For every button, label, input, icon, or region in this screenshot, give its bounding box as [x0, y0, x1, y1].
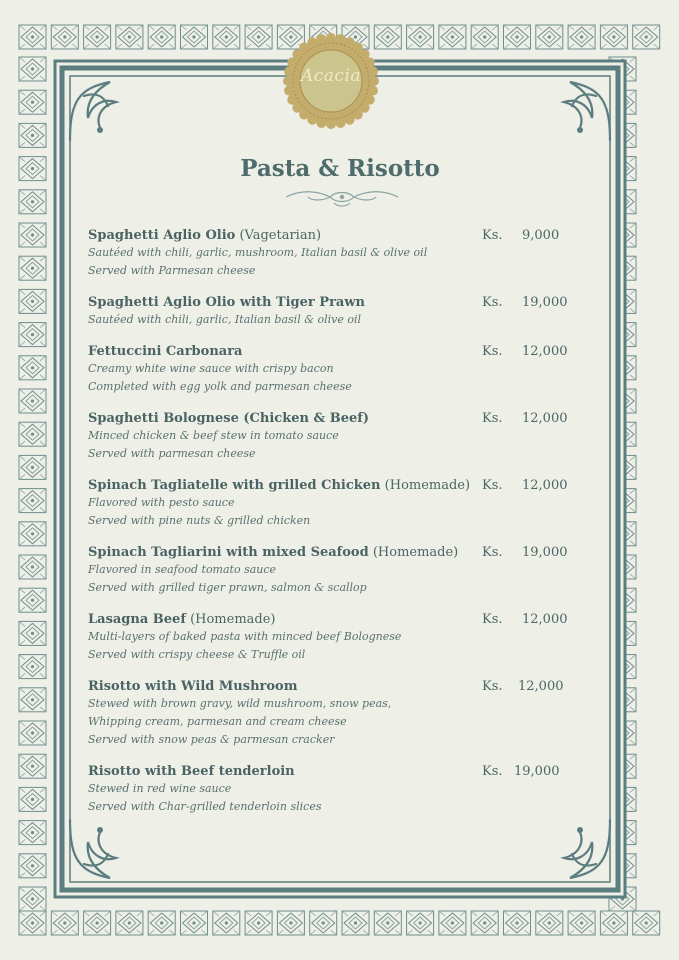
border-tile: [633, 911, 660, 935]
item-note: (Homemade): [372, 545, 459, 560]
item-price: 12,000: [522, 344, 568, 359]
item-description: Multi-layers of baked pasta with minced beef Bolognese: [88, 630, 402, 643]
item-description: Whipping cream, parmesan and cream cheese: [88, 715, 347, 728]
border-tile: [504, 911, 531, 935]
border-tile: [84, 25, 111, 49]
border-tile: [181, 911, 208, 935]
item-price: 12,000: [522, 411, 568, 426]
border-tile: [19, 489, 46, 513]
border-tile: [19, 422, 46, 446]
item-description: Completed with egg yolk and parmesan cheese: [88, 380, 352, 393]
border-tile: [19, 821, 46, 845]
border-tile: [19, 157, 46, 181]
menu-item-fettuccini-carbonara: [88, 343, 588, 396]
currency-label: Ks.: [482, 612, 503, 627]
border-tile: [536, 911, 563, 935]
currency-label: Ks.: [482, 228, 503, 243]
border-tile: [568, 911, 595, 935]
border-tile: [19, 911, 46, 935]
currency-label: Ks.: [482, 478, 503, 493]
currency-label: Ks.: [482, 344, 503, 359]
menu-item-spaghetti-bolognese: [88, 410, 588, 463]
border-tile: [19, 57, 46, 81]
border-tile: [19, 787, 46, 811]
border-tile: [213, 25, 240, 49]
item-name: Spaghetti Bolognese (Chicken & Beef): [88, 411, 369, 426]
item-description: Sautéed with chili, garlic, mushroom, Italian basil & olive oil: [88, 246, 428, 259]
border-tile: [536, 25, 563, 49]
item-note: (Homemade): [384, 478, 471, 493]
border-tile: [504, 25, 531, 49]
border-tile: [19, 588, 46, 612]
border-tile: [439, 911, 466, 935]
menu-item-spinach-tagliatelle-chicken: [88, 477, 588, 530]
border-tile: [568, 25, 595, 49]
border-tile: [213, 911, 240, 935]
item-description: Flavored with pesto sauce: [88, 496, 235, 509]
menu-item-risotto-wild-mushroom: [88, 678, 588, 749]
border-tile: [19, 655, 46, 679]
currency-label: Ks.: [482, 295, 503, 310]
border-tile: [19, 555, 46, 579]
item-description: Served with grilled tiger prawn, salmon & scallop: [88, 581, 367, 594]
border-tile: [342, 911, 369, 935]
currency-label: Ks.: [482, 411, 503, 426]
border-tile: [116, 25, 143, 49]
border-tile: [19, 854, 46, 878]
item-note: (Homemade): [190, 612, 276, 627]
item-description: Served with pine nuts & grilled chicken: [88, 514, 311, 527]
border-tile: [19, 190, 46, 214]
border-tile: [19, 25, 46, 49]
border-tile: [600, 911, 627, 935]
item-price: 12,000: [518, 679, 564, 694]
border-tile: [277, 911, 304, 935]
border-tile: [471, 911, 498, 935]
border-tile: [181, 25, 208, 49]
border-tile: [19, 522, 46, 546]
menu-item-aglio-olio-tiger-prawn: [88, 294, 588, 329]
item-price: 19,000: [522, 295, 568, 310]
border-tile: [19, 323, 46, 347]
item-description: Flavored in seafood tomato sauce: [88, 563, 277, 576]
item-note: (Vagetarian): [239, 228, 322, 243]
border-tile: [407, 25, 434, 49]
border-tile: [19, 256, 46, 280]
border-tile: [19, 123, 46, 147]
border-tile: [245, 25, 272, 49]
border-tile: [51, 911, 78, 935]
border-tile: [19, 389, 46, 413]
border-tile: [19, 721, 46, 745]
item-name: Spinach Tagliarini with mixed Seafood (Homemade): [88, 545, 459, 560]
item-price: 19,000: [514, 764, 560, 779]
item-name: Lasagna Beef (Homemade): [88, 612, 276, 627]
border-tile: [19, 289, 46, 313]
menu-item-spinach-tagliarini-seafood: [88, 544, 588, 597]
item-description: Served with Parmesan cheese: [88, 264, 256, 277]
currency-label: Ks.: [482, 545, 503, 560]
border-tile: [633, 25, 660, 49]
menu-item-risotto-beef-tenderloin: [88, 763, 588, 816]
page-title: Pasta & Risotto: [240, 155, 440, 182]
title-flourish-ornament: [282, 185, 402, 211]
border-tile: [19, 356, 46, 380]
border-tile: [19, 754, 46, 778]
border-tile: [245, 911, 272, 935]
item-description: Served with parmesan cheese: [88, 447, 256, 460]
item-name: Risotto with Beef tenderloin: [88, 764, 295, 779]
item-name: Spaghetti Aglio Olio (Vagetarian): [88, 228, 322, 243]
border-tile: [374, 911, 401, 935]
border-tile: [116, 911, 143, 935]
item-name: Spinach Tagliatelle with grilled Chicken (Homemade): [88, 478, 471, 493]
border-tile: [148, 911, 175, 935]
logo-text: Acacia: [300, 66, 362, 86]
border-tile: [19, 887, 46, 911]
border-tile: [19, 455, 46, 479]
border-tile: [19, 223, 46, 247]
item-description: Sautéed with chili, garlic, Italian basil & olive oil: [88, 313, 362, 326]
border-tile: [84, 911, 111, 935]
item-price: 9,000: [522, 228, 560, 243]
item-name: Risotto with Wild Mushroom: [88, 679, 298, 694]
item-description: Served with crispy cheese & Truffle oil: [88, 648, 306, 661]
border-tile: [51, 25, 78, 49]
border-tile: [310, 911, 337, 935]
menu-item-lasagna-beef: [88, 611, 588, 664]
item-description: Creamy white wine sauce with crispy bacon: [88, 362, 334, 375]
item-name: Fettuccini Carbonara: [88, 344, 243, 359]
border-tile: [19, 621, 46, 645]
border-tile: [600, 25, 627, 49]
currency-label: Ks.: [482, 679, 503, 694]
border-tile: [148, 25, 175, 49]
item-price: 12,000: [522, 612, 568, 627]
item-description: Served with Char-grilled tenderloin slices: [88, 800, 322, 813]
item-description: Served with snow peas & parmesan cracker: [88, 733, 335, 746]
item-description: Stewed in red wine sauce: [88, 782, 232, 795]
currency-label: Ks.: [482, 764, 503, 779]
item-description: Minced chicken & beef stew in tomato sauce: [88, 429, 339, 442]
border-tile: [19, 688, 46, 712]
item-name: Spaghetti Aglio Olio with Tiger Prawn: [88, 295, 365, 310]
menu-item-spaghetti-aglio-olio: [88, 227, 588, 280]
border-tile: [19, 90, 46, 114]
item-price: 12,000: [522, 478, 568, 493]
border-tile: [407, 911, 434, 935]
border-tile: [471, 25, 498, 49]
item-price: 19,000: [522, 545, 568, 560]
border-tile: [439, 25, 466, 49]
item-description: Stewed with brown gravy, wild mushroom, snow peas,: [88, 697, 392, 710]
